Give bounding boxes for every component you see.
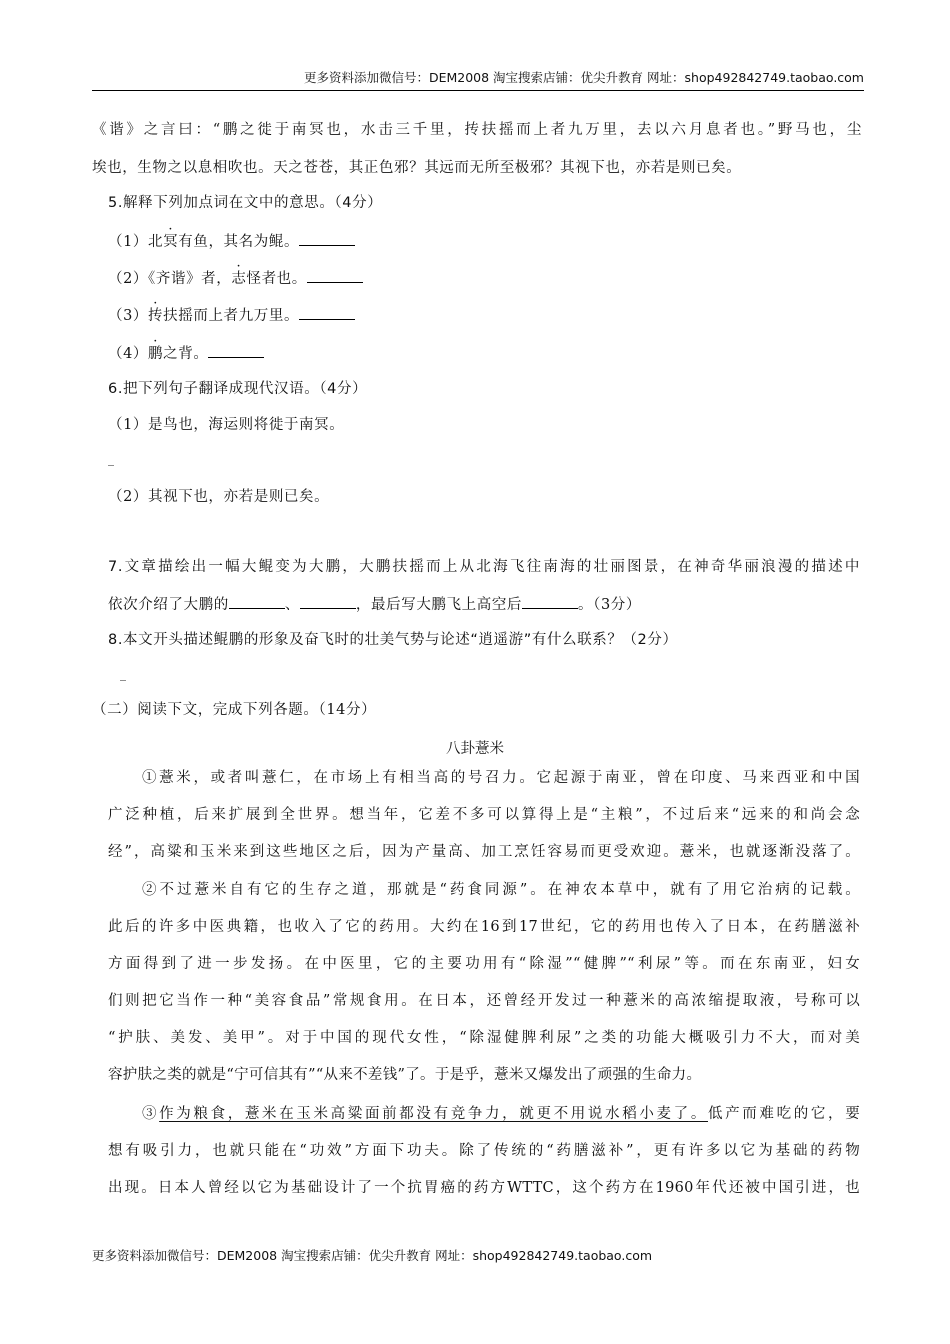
q7-seg-3: ，最后写大鹏飞上高空后 xyxy=(355,597,523,613)
q7-blank-3[interactable] xyxy=(522,595,578,609)
paragraph-3-first-line-rest: 低产而难吃的它，要 xyxy=(707,1106,860,1122)
paragraph-1 xyxy=(108,760,860,871)
q5-item-2 xyxy=(108,267,363,288)
q5-item-1 xyxy=(108,230,355,251)
paragraph-1-line: ①薏米，或者叫薏仁，在市场上有相当高的号召力。它起源于南亚，曾在印度、马来西亚和中国 xyxy=(142,770,860,786)
paragraph-3 xyxy=(108,1096,860,1207)
paragraph-3-line: 想有吸引力，也就只能在“功效”方面下功夫。除了传统的“药膳滋补”，更有许多以它为基础的药物 xyxy=(108,1143,860,1159)
q6-item-1: （1）是鸟也，海运则将徙于南冥。 xyxy=(108,417,345,433)
paragraph-3-first-line xyxy=(108,1096,860,1133)
q5-item-3 xyxy=(108,304,355,325)
q5-item-2-pre: （2）《齐谐》者， xyxy=(108,271,232,287)
paragraph-1-line: 经”，高粱和玉米来到这些地区之后，因为产量高、加工烹饪容易而更受欢迎。薏米，也就逐渐没落了。 xyxy=(108,844,860,860)
paragraph-3-underlined-sentence: 作为粮食，薏米在玉米高粱面前都没有竞争力，就更不用说水稻小麦了。 xyxy=(159,1106,708,1122)
q5-item-3-dotted-word: 抟 xyxy=(148,308,164,324)
q5-item-3-pre: （3） xyxy=(108,308,149,324)
q7-seg-4: 。（3分） xyxy=(578,597,642,613)
question-5-stem: 5.解释下列加点词在文中的意思。（4分） xyxy=(108,195,383,211)
q5-item-4-answer-blank[interactable] xyxy=(208,344,264,358)
q8-answer-line[interactable]: _ xyxy=(120,667,126,681)
paragraph-2-line: ②不过薏米自有它的生存之道，那就是“药食同源”。在神农本草中，就有了用它治病的记载。 xyxy=(142,882,860,898)
page-footer: 更多资料添加微信号：DEM2008 淘宝搜索店铺：优尖升教育 网址：shop492842749.taobao.com xyxy=(92,1248,653,1263)
section-2-heading: （二）阅读下文，完成下列各题。（14分） xyxy=(92,702,377,718)
passage-line-2: 埃也，生物之以息相吹也。天之苍苍，其正色邪？其远而无所至极邪？其视下也，亦若是则已矣。 xyxy=(92,160,742,176)
question-7-line-2 xyxy=(108,593,641,614)
q5-item-4 xyxy=(108,342,264,363)
page-header: 更多资料添加微信号：DEM2008 淘宝搜索店铺：优尖升教育 网址：shop492842749.taobao.com xyxy=(92,68,864,91)
paragraph-3-number: ③ xyxy=(142,1106,160,1122)
q5-item-2-answer-blank[interactable] xyxy=(307,269,363,283)
paragraph-2-line: 方面得到了进一步发扬。在中医里，它的主要功用有“除湿”“健脾”“利尿”等。而在东南亚，妇女 xyxy=(108,956,860,972)
q5-item-1-dotted-word: 冥 xyxy=(163,234,179,250)
article-title: 八卦薏米 xyxy=(446,741,504,757)
question-6-stem: 6.把下列句子翻译成现代汉语。（4分） xyxy=(108,381,368,397)
passage-line-1: 《谐》之言曰：“鹏之徙于南冥也，水击三千里，抟扶摇而上者九万里，去以六月息者也。”野马也，尘 xyxy=(92,122,862,138)
q5-item-3-answer-blank[interactable] xyxy=(299,306,355,320)
paragraph-2 xyxy=(108,872,860,1094)
paragraph-1-line: 广泛种植，后来扩展到全世界。想当年，它差不多可以算得上是“主粮”，不过后来“远来的和尚会念 xyxy=(108,807,860,823)
q7-seg-1: 依次介绍了大鹏的 xyxy=(108,597,229,613)
q5-item-2-dotted-word: 志 xyxy=(231,271,247,287)
q7-blank-2[interactable] xyxy=(300,595,356,609)
paragraph-2-line: 们则把它当作一种“美容食品”常规食用。在日本，还曾经开发过一种薏米的高浓缩提取液，号称可以 xyxy=(108,993,860,1009)
question-7-line-1: 7.文章描绘出一幅大鲲变为大鹏，大鹏扶摇而上从北海飞往南海的壮丽图景，在神奇华丽浪漫的描述中 xyxy=(108,559,860,575)
q7-seg-2: 、 xyxy=(284,597,300,613)
q5-item-2-post: 怪者也。 xyxy=(246,271,307,287)
paragraph-2-line: “护肤、美发、美甲”。对于中国的现代女性，“除湿健脾利尿”之类的功能大概吸引力不大，而对美 xyxy=(108,1030,860,1046)
q6-answer-line-1[interactable]: _ xyxy=(108,452,114,466)
q5-item-3-post: 扶摇而上者九万里。 xyxy=(163,308,300,324)
q5-item-4-post: 之背。 xyxy=(163,346,209,362)
q6-item-2: （2）其视下也，亦若是则已矣。 xyxy=(108,489,330,505)
q7-blank-1[interactable] xyxy=(229,595,285,609)
q5-item-1-pre: （1）北 xyxy=(108,234,164,250)
q5-item-4-pre: （4） xyxy=(108,346,149,362)
paragraph-2-line: 容护肤之类的就是“宁可信其有”“从来不差钱”了。于是乎，薏米又爆发出了顽强的生命力。 xyxy=(108,1067,702,1083)
paragraph-2-line: 此后的许多中医典籍，也收入了它的药用。大约在16到17世纪，它的药用也传入了日本，在药膳滋补 xyxy=(108,919,860,935)
q5-item-4-dotted-word: 鹏 xyxy=(148,346,164,362)
question-8-stem: 8.本文开头描述鲲鹏的形象及奋飞时的壮美气势与论述“逍遥游”有什么联系？（2分） xyxy=(108,632,678,648)
q5-item-1-answer-blank[interactable] xyxy=(299,232,355,246)
q5-item-1-post: 有鱼，其名为鲲。 xyxy=(178,234,300,250)
paragraph-3-line: 出现。日本人曾经以它为基础设计了一个抗胃癌的药方WTTC，这个药方在1960年代还被中国引进，也 xyxy=(108,1180,860,1196)
